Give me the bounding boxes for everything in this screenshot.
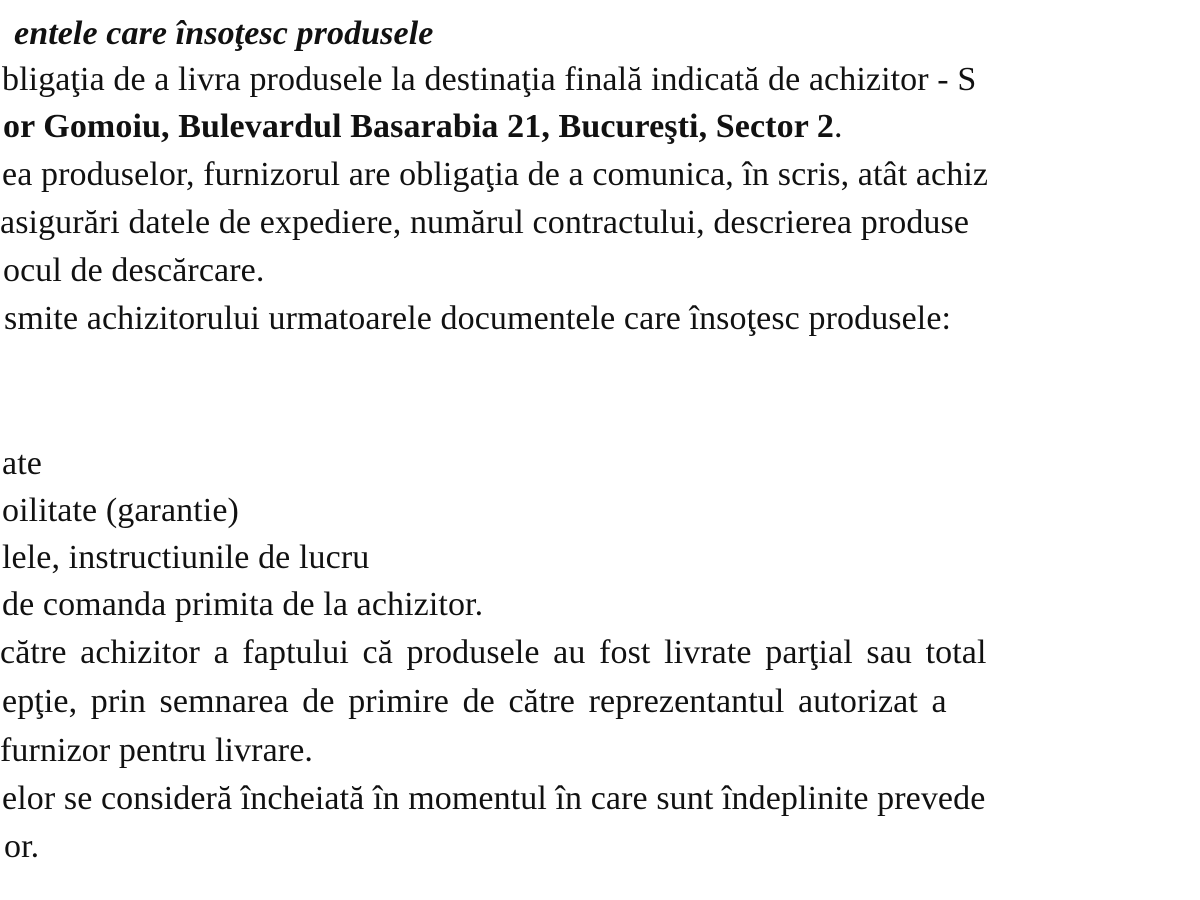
list-item-3: lele, instructiunile de lucru [2, 539, 370, 576]
closing-line-1: către achizitor a faptului că produsele au fost livrate parţial sau total [0, 634, 987, 671]
address-period: . [833, 108, 843, 145]
paragraph-line-5: ocul de descărcare. [3, 252, 265, 289]
list-item-1: ate [2, 445, 42, 482]
paragraph-line-1: bligaţia de a livra produsele la destinaţia finală indicată de achizitor - S [2, 61, 977, 98]
closing-line-2: epţie, prin semnarea de primire de către reprezentantul autorizat a [2, 683, 947, 720]
list-item-4: de comanda primita de la achizitor. [2, 586, 484, 623]
closing-line-4: elor se consideră încheiată în momentul în care sunt îndeplinite prevede [2, 780, 986, 817]
paragraph-line-6: smite achizitorului urmatoarele documentele care însoţesc produsele: [4, 300, 952, 337]
section-heading: entele care însoţesc produsele [14, 15, 434, 52]
delivery-address: or Gomoiu, Bulevardul Basarabia 21, Bucureşti, Sector 2 [3, 108, 834, 145]
list-item-2: oilitate (garantie) [2, 492, 239, 529]
closing-line-5: or. [4, 828, 40, 865]
paragraph-line-4: asigurări datele de expediere, numărul contractului, descrierea produse [0, 204, 970, 241]
paragraph-line-3: ea produselor, furnizorul are obligaţia de a comunica, în scris, atât achiz [2, 156, 989, 193]
closing-line-3: furnizor pentru livrare. [0, 732, 313, 769]
paragraph-line-2 [3, 107, 843, 147]
